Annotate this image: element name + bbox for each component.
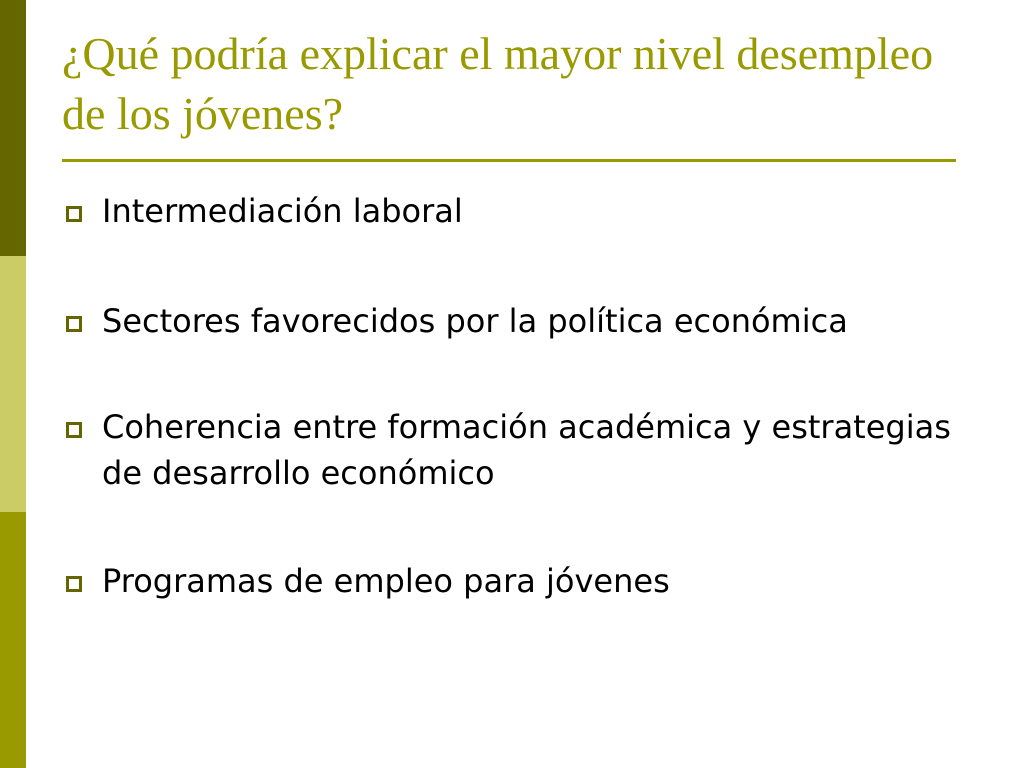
- hollow-square-bullet-icon: [66, 422, 82, 438]
- hollow-square-bullet-icon: [66, 316, 82, 332]
- sidebar-segment-middle: [0, 256, 26, 512]
- bullet-text: Coherencia entre formación académica y estrategias de desarrollo económico: [102, 408, 951, 492]
- title-divider: [62, 159, 956, 162]
- bullet-item: [62, 298, 962, 344]
- sidebar-segment-bottom: [0, 512, 26, 768]
- bullet-text: Sectores favorecidos por la política económica: [102, 302, 848, 340]
- bullet-text: Programas de empleo para jóvenes: [102, 562, 670, 600]
- bullet-item: [62, 404, 962, 496]
- hollow-square-bullet-icon: [66, 206, 82, 222]
- sidebar-segment-top: [0, 0, 26, 256]
- slide-title: ¿Qué podría explicar el mayor nivel desempleo de los jóvenes?: [62, 28, 934, 139]
- bullet-list: [62, 188, 962, 604]
- bullet-text: Intermediación laboral: [102, 192, 463, 230]
- bullet-item: [62, 558, 962, 604]
- bullet-item: [62, 188, 962, 234]
- hollow-square-bullet-icon: [66, 576, 82, 592]
